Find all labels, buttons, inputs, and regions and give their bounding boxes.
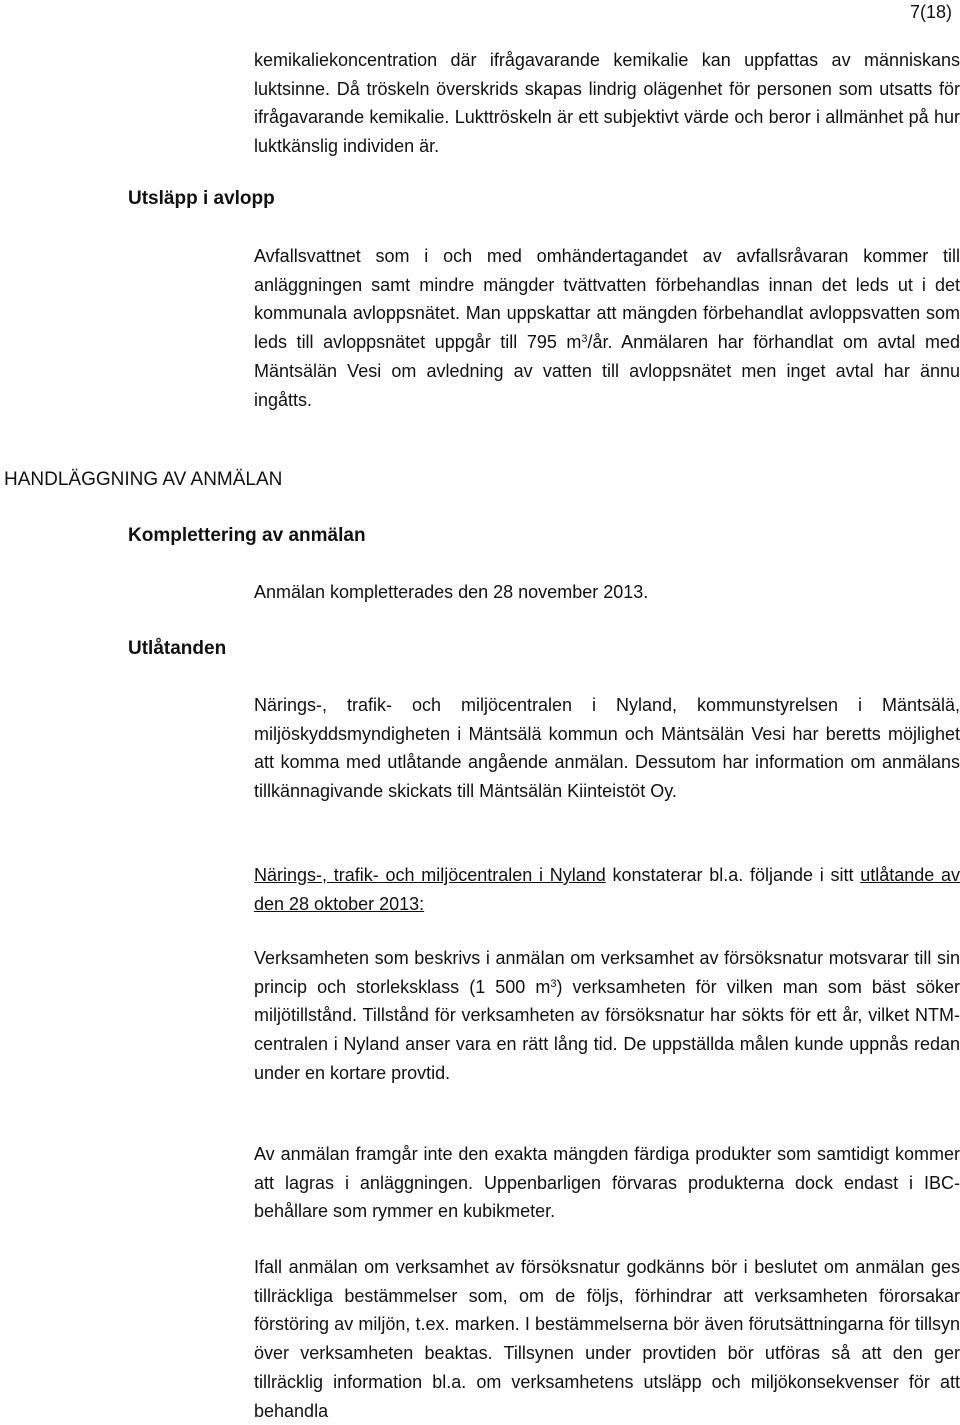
heading-complement: Komplettering av anmälan [128, 525, 366, 546]
statements-paragraph-4: Av anmälan framgår inte den exakta mängden färdiga produkter som samtidigt kommer att lagras i anläggningen. Uppenbarligen förvaras produkterna dock endast i IBC-behållare som rymmer en kubikmeter. [254, 1144, 960, 1222]
statements-paragraph-2 [254, 861, 960, 918]
wastewater-paragraph [254, 242, 960, 414]
statements-paragraph-3-a: Verksamheten som beskrivs i anmälan om verksamhet av försöksnatur motsvarar till sin princip och storleksklass (1 500 m [254, 948, 960, 997]
intro-paragraph: kemikaliekoncentration där ifrågavarande kemikalie kan uppfattas av människans luktsinne. Då tröskeln överskrids skapas lindrig olägenhet för personen som utsatts för ifrågavarande kemikalie. Lukttröskeln är ett subjektivt värde och beror i allmänhet på hur luktkänslig individen är. [254, 50, 960, 157]
wastewater-text-2: /år. Anmälaren har förhandlat om avtal med Mäntsälän Vesi om avledning av vatten till avloppsnätet men inget avtal har ännu ingåtts. [254, 332, 960, 410]
heading-wastewater: Utsläpp i avlopp [128, 188, 275, 209]
statements-paragraph-3-sup: 3 [550, 977, 557, 990]
statement-date: utlåtande av den 28 oktober 2013: [254, 865, 960, 914]
statements-paragraph-2-text: konstaterar bl.a. följande i sitt [605, 865, 861, 885]
main-heading: HANDLÄGGNING AV ANMÄLAN [4, 469, 283, 490]
wastewater-text-1: Avfallsvattnet som i och med omhändertagandet av avfallsråvaran kommer till anläggningen samt mindre mängder tvättvatten förbehandlas innan det leds ut i det kommunala avloppsnätet. Man uppskattar att mängden förbehandlat avloppsvatten som leds till avloppsnätet uppgår till 795 m [254, 246, 960, 353]
complement-paragraph: Anmälan kompletterades den 28 november 2013. [254, 582, 649, 602]
authority-name: Närings-, trafik- och miljöcentralen i Nyland [254, 865, 606, 885]
statements-paragraph-1: Närings-, trafik- och miljöcentralen i Nyland, kommunstyrelsen i Mäntsälä, miljöskyddsmyndigheten i Mäntsälä kommun och Mäntsälän Vesi har beretts möjlighet att komma med utlåtande angående anmälan. Dessutom har information om anmälans tillkännagivande skickats till Mäntsälän Kiinteistöt Oy. [254, 695, 960, 802]
wastewater-superscript: 3 [581, 333, 588, 346]
heading-statements: Utlåtanden [128, 638, 227, 659]
statements-paragraph-3-b: ) verksamheten för vilken man som bäst söker miljötillstånd. Tillstånd för verksamheten av försöksnatur har sökts för ett år, vilket NTM-centralen i Nyland anser vara en rätt lång tid. De uppställda målen kunde uppnås redan under en kortare provtid. [254, 976, 960, 1083]
page-number: 7(18) [909, 2, 952, 22]
statements-paragraph-5: Ifall anmälan om verksamhet av försöksnatur godkänns bör i beslutet om anmälan ges tillräckliga bestämmelser som, om de följs, förhindrar att verksamheten förorsakar förstöring av miljön, t.ex. marken. I bestämmelserna bör även förutsättningarna för tillsyn över verksamheten beaktas. Tillsynen under provtiden bör utföras så att den ger tillräcklig information bl.a. om verksamhetens utsläpp och miljökonsekvenser för att behandla [254, 1257, 960, 1421]
statements-paragraph-3 [254, 944, 960, 1088]
